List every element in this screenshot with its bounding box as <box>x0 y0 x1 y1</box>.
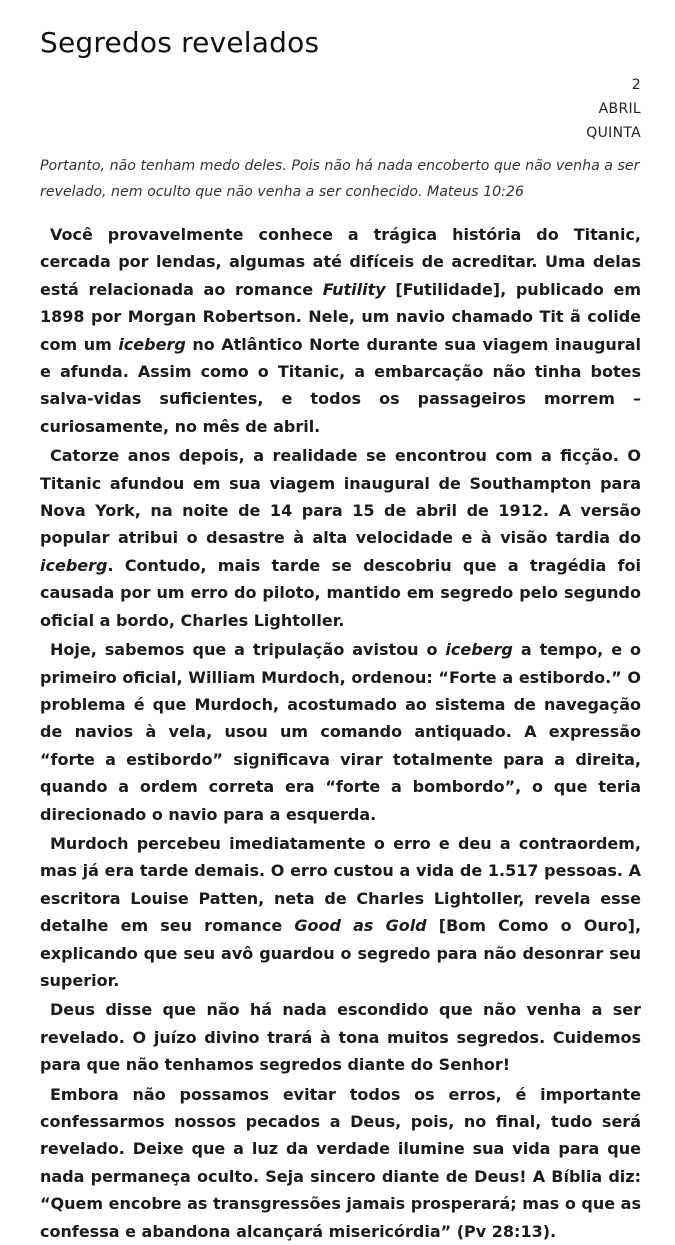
paragraph-text: a tempo, e o primeiro oficial, William Murdoch, ordenou: “Forte a estibordo.” O problema é que Murdoch, acostumado ao sistema de navegação de navios à vela, usou um comando antiquado. A expressão “forte a estibordo” significava virar totalmente para a direita, quando a ordem correta era “forte a bombordo”, o que teria direcionado o navio para a esquerda. <box>40 640 641 824</box>
body-paragraph <box>40 221 641 440</box>
italic-text: Futility <box>322 279 386 299</box>
date-month: ABRIL <box>598 101 641 117</box>
paragraph-text: Murdoch percebeu imediatamente o erro e deu a contraordem, mas já era tarde demais. O erro custou a vida de 1.517 pessoas. A escritora Louise Patten, neta de Charles Lightoller, revela esse detalhe em seu romance <box>40 833 641 936</box>
body-paragraph <box>40 830 641 994</box>
paragraph-text: Você provavelmente conhece a trágica história do Titanic, cercada por lendas, algumas até difíceis de acreditar. Uma delas está relacionada ao romance <box>40 225 641 299</box>
paragraph-text: Hoje, sabemos que a tripulação avistou o <box>50 640 446 660</box>
paragraph-text: Embora não possamos evitar todos os erros, é importante confessarmos nossos pecados a Deus, pois, no final, tudo será revelado. Deixe que a luz da verdade ilumine sua vida para que nada permaneça oculto. Seja sincero diante de Deus! A Bíblia diz: “Quem encobre as transgressões jamais prosperará; mas o que as confessa e abandona alcançará misericórdia” (Pv 28:13). <box>40 1084 641 1241</box>
body-text <box>40 221 641 1245</box>
paragraph-text: Catorze anos depois, a realidade se encontrou com a ficção. O Titanic afundou em sua viagem inaugural de Southampton para Nova York, na noite de 14 para 15 de abril de 1912. A versão popular atribui o desastre à alta velocidade e à visão tardia do <box>40 446 641 548</box>
paragraph-text: [Futilidade], publicado em 1898 por Morgan Robertson. Nele, um navio chamado Tit ã colide com um <box>40 279 642 354</box>
body-paragraph <box>40 996 641 1078</box>
paragraph-text: . Contudo, mais tarde se descobriu que a tragédia foi causada por um erro do piloto, mantido em segredo pelo segundo oficial a bordo, Charles Lightoller. <box>40 555 641 630</box>
paragraph-text: [Bom Como o Ouro], explicando que seu avô guardou o segredo para não desonrar seu superior. <box>40 916 642 990</box>
body-paragraph <box>40 636 641 828</box>
epigraph-verse: Portanto, não tenham medo deles. Pois não há nada encoberto que não venha a ser revelado, nem oculto que não venha a ser conhecido. Mateus 10:26 <box>40 158 640 200</box>
body-paragraph <box>40 1081 641 1245</box>
italic-text: iceberg <box>40 555 108 575</box>
date-block <box>40 73 641 145</box>
italic-text: iceberg <box>118 334 186 354</box>
body-paragraph <box>40 442 641 634</box>
date-weekday: QUINTA <box>586 125 641 141</box>
date-day: 2 <box>631 77 641 93</box>
page-title: Segredos revelados <box>40 26 320 59</box>
paragraph-text: no Atlântico Norte durante sua viagem inaugural e afunda. Assim como o Titanic, a embarcação não tinha botes salva-vidas suficientes, e todos os passageiros morrem – curiosamente, no mês de abril. <box>40 334 641 436</box>
italic-text: iceberg <box>445 640 513 660</box>
paragraph-text: Deus disse que não há nada escondido que não venha a ser revelado. O juízo divino trará à tona muitos segredos. Cuidemos para que não tenhamos segredos diante do Senhor! <box>40 1000 641 1075</box>
italic-text: Good as Gold <box>294 916 427 936</box>
